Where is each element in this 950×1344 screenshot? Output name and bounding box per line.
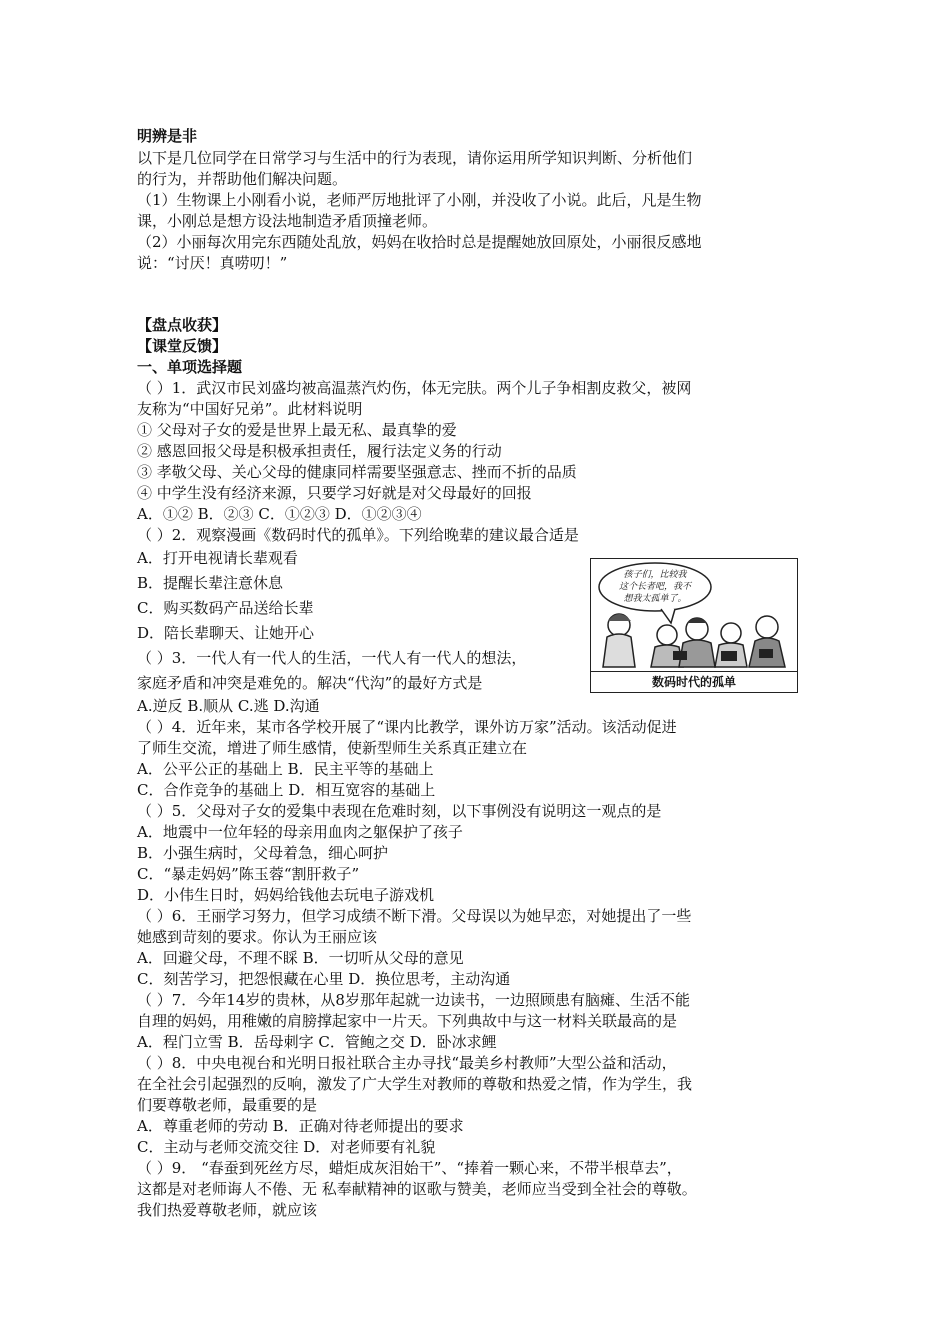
heading-feedback: 【课堂反馈】 <box>137 337 228 355</box>
bubble-line: 想我太孤单了。 <box>623 594 687 604</box>
q5-line: （ ）5．父母对子女的爱集中表现在危难时刻，以下事例没有说明这一观点的是 <box>137 802 662 820</box>
q5-option-d: D．小伟生日时，妈妈给钱他去玩电子游戏机 <box>137 886 435 904</box>
q9-line: 我们热爱尊敬老师，就应该 <box>137 1201 318 1219</box>
q8-line: 在全社会引起强烈的反响，激发了广大学生对教师的尊敬和热爱之情，作为学生，我 <box>137 1075 693 1093</box>
q9-line: （ ）9． “春蚕到死丝方尽，蜡炬成灰泪始干”、“捧着一颗心来，不带半根草去”， <box>137 1159 682 1177</box>
comic-digital-loneliness <box>590 558 798 693</box>
q3-line: （ ）3．一代人有一代人的生活，一代人有一代人的想法， <box>137 649 527 667</box>
q4-options: A．公平公正的基础上 B．民主平等的基础上 <box>137 760 434 778</box>
intro-line-2: 的行为，并帮助他们解决问题。 <box>137 170 348 188</box>
case-line-3: （2）小丽每次用完东西随处乱放，妈妈在收拾时总是提醒她放回原处，小丽很反感地 <box>137 233 702 251</box>
q6-line: 她感到苛刻的要求。你认为王丽应该 <box>137 928 378 946</box>
q3-line: 家庭矛盾和冲突是难免的。解决“代沟”的最好方式是 <box>137 674 483 692</box>
case-line-2: 课，小刚总是想方设法地制造矛盾顶撞老师。 <box>137 212 438 230</box>
q5-option-c: C．“暴走妈妈”陈玉蓉“割肝救子” <box>137 865 360 883</box>
q9-line: 这都是对老师诲人不倦、无 私奉献精神的讴歌与赞美，老师应当受到全社会的尊敬。 <box>137 1180 697 1198</box>
q1-option: ① 父母对子女的爱是世界上最无私、最真挚的爱 <box>137 421 457 439</box>
q1-option: ④ 中学生没有经济来源，只要学习好就是对父母最好的回报 <box>137 484 532 502</box>
q8-line: 们要尊敬老师，最重要的是 <box>137 1096 318 1114</box>
q1-answers: A．①② B．②③ C．①②③ D．①②③④ <box>137 505 422 523</box>
q8-options: C．主动与老师交流交往 D．对老师要有礼貌 <box>137 1138 436 1156</box>
comic-caption: 数码时代的孤单 <box>591 671 797 692</box>
q7-line: 自理的妈妈，用稚嫩的肩膀撑起家中一片天。下列典故中与这一材料关联最高的是 <box>137 1012 678 1030</box>
section-title: 明辨是非 <box>137 127 198 145</box>
bubble-line: 这个长者吧，我不 <box>618 582 691 592</box>
q6-options: C．刻苦学习，把怨恨藏在心里 D．换位思考，主动沟通 <box>137 970 511 988</box>
q8-line: （ ）8．中央电视台和光明日报社联合主办寻找“最美乡村教师”大型公益和活动， <box>137 1054 677 1072</box>
q7-line: （ ）7．今年14岁的贵林，从8岁那年起就一边读书，一边照顾患有脑瘫、生活不能 <box>137 991 690 1009</box>
q5-option-b: B．小强生病时，父母着急，细心呵护 <box>137 844 389 862</box>
q2-line: （ ）2．观察漫画《数码时代的孤单》。下列给晚辈的建议最合适是 <box>137 526 579 544</box>
q3-options: A.逆反 B.顺从 C.逃 D.沟通 <box>137 697 320 715</box>
q1-option: ③ 孝敬父母、关心父母的健康同样需要坚强意志、挫而不折的品质 <box>137 463 577 481</box>
q2-option-a: A．打开电视请长辈观看 <box>137 549 298 567</box>
q4-options: C．合作竞争的基础上 D．相互宽容的基础上 <box>137 781 436 799</box>
q4-line: （ ）4．近年来，某市各学校开展了“课内比教学，课外访万家”活动。该活动促进 <box>137 718 677 736</box>
heading-part1: 一、单项选择题 <box>137 358 243 376</box>
q2-option-c: C．购买数码产品送给长辈 <box>137 599 314 617</box>
bubble-line: 孩子们，比较我 <box>623 570 687 580</box>
q2-option-b: B．提醒长辈注意休息 <box>137 574 284 592</box>
heading-harvest: 【盘点收获】 <box>137 316 228 334</box>
q5-option-a: A．地震中一位年轻的母亲用血肉之躯保护了孩子 <box>137 823 463 841</box>
comic-speech-bubble <box>601 564 709 613</box>
case-line-1: （1）生物课上小刚看小说，老师严厉地批评了小刚，并没收了小说。此后，凡是生物 <box>137 191 702 209</box>
q2-option-d: D．陪长辈聊天、让她开心 <box>137 624 315 642</box>
q7-options: A．程门立雪 B．岳母刺字 C．管鲍之交 D．卧冰求鲤 <box>137 1033 497 1051</box>
q1-option: ② 感恩回报父母是积极承担责任，履行法定义务的行动 <box>137 442 502 460</box>
q1-line: （ ）1．武汉市民刘盛均被高温蒸汽灼伤，体无完肤。两个儿子争相割皮救父，被网 <box>137 379 692 397</box>
q6-line: （ ）6．王丽学习努力，但学习成绩不断下滑。父母误以为她早恋，对她提出了一些 <box>137 907 692 925</box>
q1-line: 友称为“中国好兄弟”。此材料说明 <box>137 400 363 418</box>
intro-line-1: 以下是几位同学在日常学习与生活中的行为表现，请你运用所学知识判断、分析他们 <box>137 149 693 167</box>
q4-line: 了师生交流，增进了师生感情，使新型师生关系真正建立在 <box>137 739 528 757</box>
q8-options: A．尊重老师的劳动 B．正确对待老师提出的要求 <box>137 1117 464 1135</box>
case-line-4: 说：“讨厌！真唠叨！” <box>137 254 288 272</box>
q6-options: A．回避父母，不理不睬 B．一切听从父母的意见 <box>137 949 464 967</box>
